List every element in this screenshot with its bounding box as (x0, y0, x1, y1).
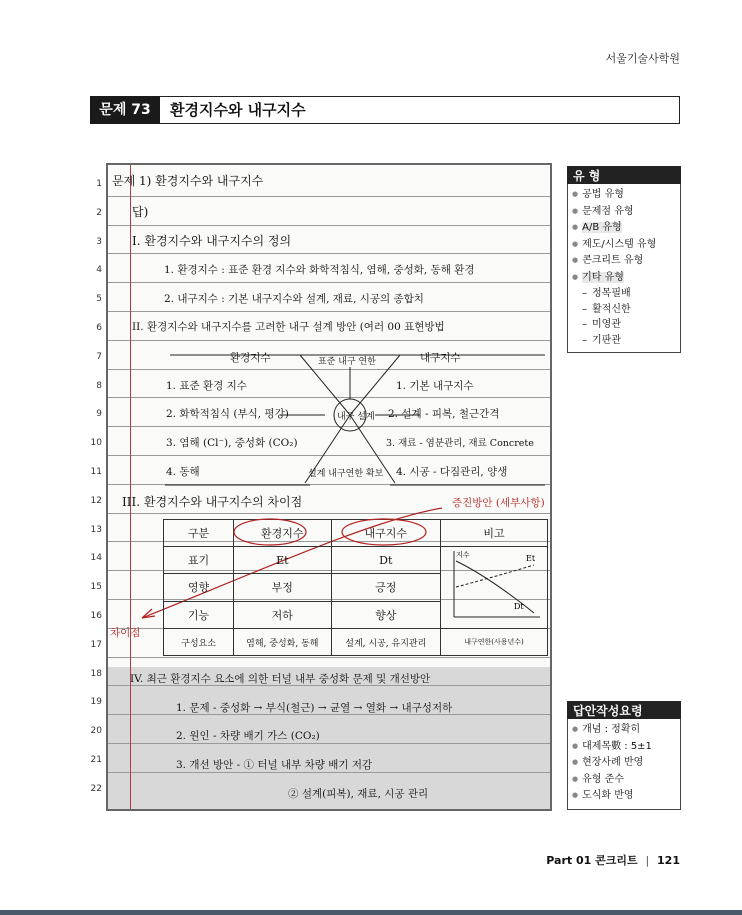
type-item: ● 콘크리트 유형 (572, 253, 676, 270)
type-item-highlighted (572, 270, 676, 287)
hw-line-22: ② 설계(피복), 재료, 시공 관리 (288, 788, 429, 800)
ruled-line (108, 743, 550, 744)
table-cell: 긍정 (331, 574, 440, 601)
line-number: 17 (90, 640, 102, 650)
header-org: 서울기술사학원 (605, 52, 680, 65)
table-cell: 영향 (164, 574, 234, 601)
ruled-line (108, 253, 550, 254)
answer-tips-panel (567, 701, 681, 810)
hw-line-9b: 2. 설계 - 피복, 철근간격 (388, 408, 500, 420)
hw-diagram-env: 환경지수 (230, 352, 271, 364)
page-number: 121 (657, 854, 680, 867)
line-number: 14 (90, 553, 102, 563)
table-row (164, 629, 548, 656)
table-cell: 부정 (234, 574, 332, 601)
type-sub-item: – 활적신한 (572, 302, 676, 318)
ruled-line (108, 311, 550, 312)
tip-item: ● 현장사례 반영 (572, 755, 676, 772)
line-number: 18 (90, 669, 102, 679)
line-number: 5 (96, 294, 102, 304)
table-cell: Dt (331, 547, 440, 574)
index-graph (444, 547, 544, 625)
hw-line-9a: 2. 화학적침식 (부식, 평강) (166, 408, 289, 420)
footer-part: Part 01 (546, 854, 592, 867)
type-item: ● 문제점 유형 (572, 204, 676, 221)
hw-line-4: 1. 환경지수 : 표준 환경 지수와 화학적침식, 염해, 중성화, 동해 환경 (164, 264, 475, 276)
type-item-highlighted (572, 220, 676, 237)
line-number: 20 (90, 726, 102, 736)
ruled-line (108, 196, 550, 197)
line-number: 22 (90, 784, 102, 794)
tip-item: ● 개념 : 정확히 (572, 722, 676, 739)
type-item: ● 제도/시스템 유형 (572, 237, 676, 254)
line-number: 1 (96, 179, 102, 189)
red-circles (232, 512, 432, 548)
graph-dt-label: Dt (514, 602, 524, 611)
footer-chapter: 콘크리트 (595, 854, 638, 867)
line-number: 16 (90, 611, 102, 621)
answer-tips-body (567, 719, 681, 810)
hw-line-19: 1. 문제 - 중성화 → 부식(철근) → 균열 → 열화 → 내구성저하 (176, 702, 453, 714)
hw-line-11a: 4. 동해 (166, 466, 200, 478)
graph-y-label: 지수 (456, 551, 470, 559)
line-number: 13 (90, 525, 102, 535)
line-number: 8 (96, 381, 102, 391)
type-item-label: A/B 유형 (582, 222, 622, 233)
hw-line-10b: 3. 재료 - 염분관리, 재료 Concrete (386, 438, 534, 449)
hw-line-20: 2. 원인 - 차량 배기 가스 (CO₂) (176, 730, 320, 742)
ruled-line (108, 282, 550, 283)
line-number: 6 (96, 323, 102, 333)
table-cell: 설계, 시공, 유지관리 (331, 629, 440, 656)
footer-separator: | (645, 854, 650, 867)
table-graph-cell (441, 547, 548, 629)
hw-line-8a: 1. 표준 환경 지수 (166, 380, 247, 392)
ruled-line (108, 772, 550, 773)
ruled-line (108, 340, 550, 341)
line-number: 4 (96, 265, 102, 275)
hw-line-18: IV. 최근 환경지수 요소에 의한 터널 내부 중성화 문제 및 개선방안 (130, 673, 431, 685)
line-number: 19 (90, 697, 102, 707)
table-cell: 구성요소 (164, 629, 234, 656)
type-panel-title: 유 형 (567, 166, 681, 184)
table-row (164, 547, 548, 574)
hw-line-5: 2. 내구지수 : 기본 내구지수와 설계, 재료, 시공의 종합치 (164, 293, 424, 305)
table-cell: 표기 (164, 547, 234, 574)
type-sub-item: – 정목필배 (572, 286, 676, 302)
hw-diagram-top: 표준 내구 연한 (318, 357, 376, 367)
bottom-rule (0, 910, 742, 915)
tip-item: ● 대제목數 : 5±1 (572, 739, 676, 756)
table-header-cell: 내구지수 (331, 520, 440, 547)
graph-et-label: Et (526, 554, 536, 563)
line-number: 9 (96, 409, 102, 419)
line-number: 21 (90, 755, 102, 765)
tip-item: ● 유형 준수 (572, 772, 676, 789)
line-number: 3 (96, 237, 102, 247)
line-number: 7 (96, 352, 102, 362)
line-number: 11 (90, 467, 102, 477)
line-number: 2 (96, 208, 102, 218)
problem-number: 문제 73 (90, 96, 160, 124)
hw-line-2: 답) (132, 205, 149, 219)
type-panel-body (567, 184, 681, 353)
hw-line-21: 3. 개선 방안 - ① 터널 내부 차량 배기 저감 (176, 759, 373, 771)
page-title: 환경지수와 내구지수 (170, 101, 306, 119)
hw-diagram-dur: 내구지수 (420, 352, 461, 364)
hw-line-12: III. 환경지수와 내구지수의 차이점 (122, 495, 303, 509)
line-number: 12 (90, 496, 102, 506)
table-header-cell: 비고 (441, 520, 548, 547)
tip-item: ● 도식화 반영 (572, 788, 676, 805)
type-panel (567, 166, 681, 353)
margin-line (130, 165, 131, 809)
hw-line-10a: 3. 염해 (Cl⁻), 중성화 (CO₂) (166, 437, 298, 449)
line-number: 10 (90, 438, 102, 448)
hw-diagram-bottom: 설계 내구연한 확보 (308, 469, 384, 479)
table-cell: 염해, 중성화, 동해 (234, 629, 332, 656)
type-sub-item: – 기판관 (572, 333, 676, 349)
table-cell: 내구연한(사용년수) (441, 629, 548, 656)
ruled-line (108, 657, 550, 658)
answer-tips-title: 답안작성요령 (567, 701, 681, 719)
hw-line-8b: 1. 기본 내구지수 (396, 380, 474, 392)
type-item: ● 공법 유형 (572, 187, 676, 204)
table-cell: Et (234, 547, 332, 574)
hw-diagram-center: 내구 설계 (337, 412, 375, 422)
margin-note: 차이점 (110, 627, 141, 639)
table-cell: 향상 (331, 601, 440, 628)
line-number: 15 (90, 582, 102, 592)
table-cell: 기능 (164, 601, 234, 628)
table-header-cell: 구분 (164, 520, 234, 547)
table-cell: 저하 (234, 601, 332, 628)
table-header-cell: 환경지수 (234, 520, 332, 547)
ruled-line (108, 225, 550, 226)
type-item-label: 기타 유형 (582, 271, 624, 283)
hw-line-12-red: 증진방안 (세부사항) (452, 497, 545, 509)
hw-line-6: II. 환경지수와 내구지수를 고려한 내구 설계 방안 (여러 00 표현방법 (132, 321, 445, 333)
hw-line-1: 문제 1) 환경지수와 내구지수 (112, 174, 264, 188)
hw-line-3: I. 환경지수와 내구지수의 정의 (132, 234, 292, 248)
page-footer (546, 852, 680, 868)
type-sub-item: – 미영관 (572, 317, 676, 333)
hw-line-11b: 4. 시공 - 다짐관리, 양생 (396, 466, 508, 478)
